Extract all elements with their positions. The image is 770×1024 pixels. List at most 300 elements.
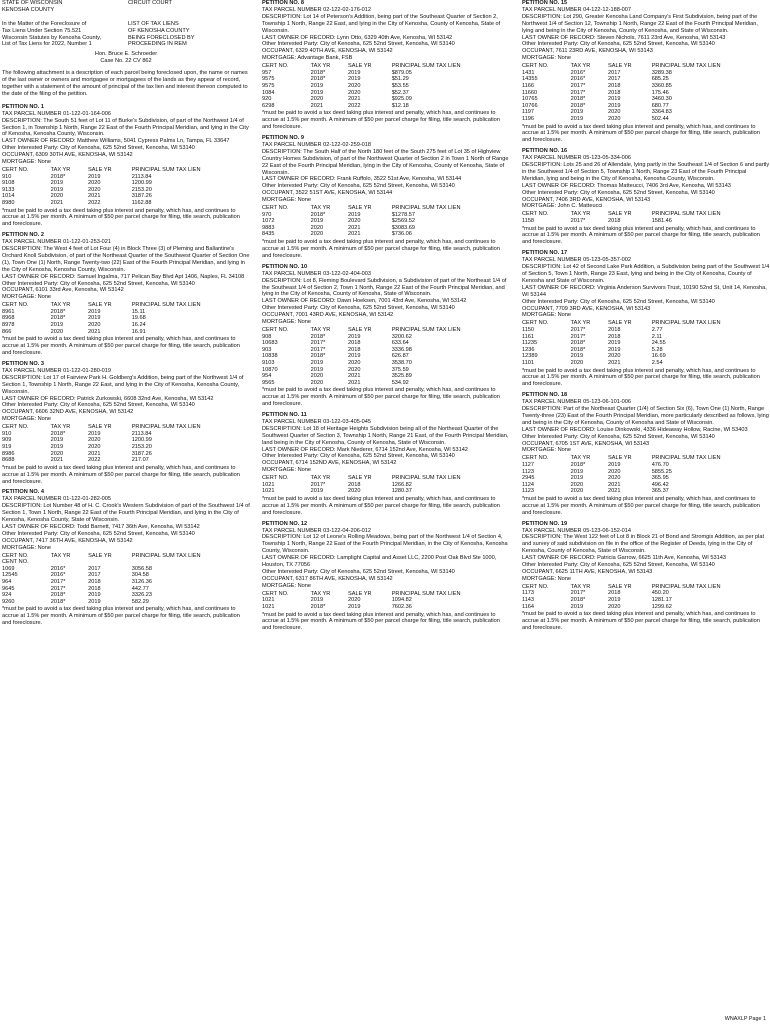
tax-lien-cell: 1021 [262,481,275,488]
tax-lien-header-taxyr: TAX YR [50,166,71,173]
petition-title: PETITION NO. 19 [522,520,568,527]
tax-parcel-number: TAX PARCEL NUMBER 02-122-02-176-012 [262,6,372,13]
tax-lien-table [2,553,250,606]
payment-note: *must be paid to avoid a tax deed taking plus interest and penalty, which has, and continues to accrue at 1.5% per month. A minimum of $50 per parcel charge for filing, title search, publication and foreclosure. [262,110,500,131]
tax-lien-row [262,353,510,360]
occupant: OCCUPANT, 6714 152ND AVE, KENOSHA, WI 53142 [262,460,397,467]
last-owner-of-record: LAST OWNER OF RECORD: Steven Nichols, 7611 23rd Ave, Kenosha, WI 53143 [522,34,726,41]
tax-parcel-number: TAX PARCEL NUMBER 01-122-01-164-006 [2,110,112,117]
tax-lien-cell: 496.42 [651,481,669,488]
tax-lien-cell: 10766 [522,102,538,109]
tax-lien-header-taxyr: TAX YR [570,583,591,590]
tax-lien-cell: 9108 [2,180,15,187]
tax-lien-cell: 2019 [310,597,324,604]
tax-lien-row [262,360,510,367]
tax-lien-cell: 909 [2,437,12,444]
tax-lien-row [2,174,250,181]
other-interested-party: Other Interested Party: City of Kenosha, 625 52nd Street, Kenosha, WI 53140 [262,453,455,460]
tax-lien-header-taxyr: TAX YR [570,211,591,218]
occupant: OCCUPANT, 6705 1ST AVE, KENOSHA, WI 53143 [522,440,650,447]
tax-lien-header-principal: PRINCIPAL SUM TAX LIEN [651,320,721,327]
tax-lien-cell: 1281.17 [651,597,672,603]
tax-lien-row [262,76,510,83]
other-interested-party: Other Interested Party: City of Kenosha, 625 52nd Street, Kenosha, WI 53140 [262,569,455,575]
tax-lien-header-saleyr: SALE YR [348,326,372,333]
tax-lien-header-saleyr: SALE YR [88,552,112,559]
tax-lien-header-cert: CERT NO. [262,475,289,482]
petition-entry [522,250,770,388]
tax-lien-cell: 633.64 [391,340,409,347]
tax-lien-table [522,584,770,610]
tax-lien-row [2,444,250,451]
tax-lien-cell: 1084 [262,89,275,96]
tax-lien-row [2,566,250,573]
tax-lien-cell: 1200.99 [131,180,152,187]
tax-lien-cell: 2021 [50,199,64,206]
tax-lien-cell: 2019 [570,115,584,122]
tax-lien-cell: 2018* [310,603,326,610]
tax-lien-cell: 2018* [570,461,586,468]
tax-lien-row [522,475,770,482]
tax-lien-cell: 1123 [522,468,535,475]
tax-lien-row [2,322,250,329]
other-interested-party: Other Interested Party: City of Kenosha, 625 52nd Street, Kenosha, WI 53140 [2,280,195,287]
tax-parcel-number: TAX PARCEL NUMBER 05-123-06-101-006 [522,399,632,406]
tax-lien-cell: 3187.26 [131,193,152,200]
tax-lien-header-principal: PRINCIPAL SUM TAX LIEN [391,475,461,482]
tax-lien-cell: 2018 [608,217,621,224]
tax-lien-cell: 924 [2,592,12,599]
tax-lien-header-taxyr: TAX YR [310,590,331,597]
tax-lien-cell: 866 [2,328,12,335]
tax-lien-cell: 3289.38 [651,69,672,76]
tax-lien-cell: 2020 [310,373,324,380]
tax-lien-cell: 375.59 [391,366,409,373]
tax-lien-row [2,180,250,187]
tax-lien-cell: 2019 [88,598,101,605]
tax-lien-cell: 1021 [262,597,275,604]
other-interested-party: Other Interested Party: City of Kenosha, 625 52nd Street, Kenosha, WI 53140 [2,530,195,537]
tax-lien-cell: 3336.98 [391,346,412,353]
tax-lien-cell: 9103 [262,359,275,366]
tax-lien-cell: 2021 [50,457,64,464]
tax-lien-cell: 2018* [310,76,326,83]
tax-lien-row [522,96,770,103]
tax-lien-cell: 2021 [88,450,101,457]
tax-lien-row [522,462,770,469]
tax-lien-cell: 2017* [570,89,586,96]
tax-lien-cell: 2016* [570,76,586,83]
column-2 [262,0,510,1012]
tax-lien-header-principal: PRINCIPAL SUM TAX LIEN [391,590,461,597]
tax-lien-cell: 2018* [310,69,326,76]
tax-lien-cell: $53.55 [391,82,409,89]
tax-lien-cell: 2020 [348,597,361,604]
tax-lien-header-cert: CERT NO. [2,552,29,559]
tax-lien-cell: 2021 [310,102,324,109]
tax-lien-cell: 1236 [522,346,535,353]
tax-lien-cell: 2018 [88,585,101,592]
tax-lien-header-cert: CERT NO. [522,583,549,590]
tax-parcel-number: TAX PARCEL NUMBER 01-122-01-282-005 [2,496,112,503]
payment-note: *must be paid to avoid a tax deed taking plus interest and penalty, which has, and continues to accrue at 1.5% per month. A minimum of $50 per parcel charge for filing, title search, publication and foreclosure. [262,387,500,408]
occupant: OCCUPANT, 7001 43RD AVE, KENOSHA, WI 53142 [262,312,394,319]
tax-lien-cell: 2021 [608,359,621,366]
tax-lien-header-taxyr: TAX YR [310,475,331,482]
tax-lien-header-row [522,455,770,462]
mortgage: MORTGAGE: None [522,447,572,454]
tax-lien-cell: 2018* [50,315,66,322]
tax-lien-cell: 2018* [570,346,586,353]
tax-lien-cell: 9260 [2,598,15,605]
tax-lien-cell: 534.92 [391,379,409,386]
tax-lien-cell: 2018 [348,340,361,347]
payment-note: *must be paid to avoid a tax deed taking plus interest and penalty, which has, and continues to accrue at 1.5% per month. A minimum of $50 per parcel charge for filing, title search, publication and foreclosure. [2,336,240,357]
tax-lien-cell: $879.05 [391,69,412,76]
tax-lien-cell: 1143 [522,597,535,603]
tax-lien-cell: 11235 [522,340,538,347]
tax-lien-row [522,218,770,225]
payment-note: *must be paid to avoid a tax deed taking plus interest and penalty, which has, and continues to accrue at 1.5% per month. A minimum of $50 per parcel charge for filing, title search, publication and foreclosure. [522,611,760,631]
tax-lien-header-principal: PRINCIPAL SUM TAX LIEN [651,583,721,590]
tax-lien-cell: 2020 [88,443,101,450]
tax-lien-cell: 2018 [608,82,621,89]
petition-entry [522,148,770,246]
tax-lien-row [2,457,250,464]
tax-lien-cell: 2017 [88,565,101,572]
tax-lien-row [522,353,770,360]
tax-lien-cell: 16.91 [131,328,146,335]
tax-lien-cell: $51.29 [391,76,409,83]
tax-lien-cell: 2020 [570,481,584,488]
petition-entry [2,489,250,627]
tax-lien-cell: 1173 [522,590,535,597]
last-owner-of-record: LAST OWNER OF RECORD: Samuel Ingalma, 717 Pelican Bay Blvd Apt 1406, Naples, FL 34108 [2,273,245,280]
tax-lien-row [2,586,250,593]
tax-lien-cell: 2019 [348,76,361,83]
tax-lien-cell: 8961 [2,308,15,315]
other-interested-party: Other Interested Party: City of Kenosha, 625 52nd Street, Kenosha, WI 53140 [262,41,455,48]
tax-lien-cell: 2021 [348,373,361,380]
tax-lien-row [2,559,250,566]
tax-lien-cell: 685.25 [651,76,669,83]
tax-lien-row [262,340,510,347]
tax-lien-row [2,431,250,438]
payment-note: *must be paid to avoid a tax deed taking plus interest and penalty, which has, and continues to accrue at 1.5% per month. A minimum of $50 per parcel charge for filing, title search, publication and foreclosure. [522,367,760,388]
other-interested-party: Other Interested Party: City of Kenosha, 625 52nd Street, Kenosha, WI 53140 [522,562,715,569]
tax-lien-cell: 2018 [608,333,621,340]
tax-lien-header-taxyr: TAX YR [570,63,591,70]
tax-lien-cell: 9133 [2,186,15,193]
tax-lien-cell: 8980 [2,199,15,206]
tax-lien-cell: 2019 [348,69,361,76]
tax-lien-row [2,309,250,316]
mortgage: MORTGAGE: None [2,416,52,423]
other-interested-party: Other Interested Party: City of Kenosha, 625 52nd Street, Kenosha, WI 53140 [522,41,715,48]
tax-lien-row [2,193,250,200]
tax-lien-cell [51,559,88,566]
tax-lien-header-principal: PRINCIPAL SUM TAX LIEN [131,166,201,173]
last-owner-of-record: LAST OWNER OF RECORD: Mark Niederer, 6714 152nd Ave, Kenosha, WI 53142 [262,446,468,453]
occupant: OCCUPANT, 6101 33rd Ave, Kenosha, WI 53142 [2,287,124,294]
tax-lien-table [522,63,770,122]
petition-title: PETITION NO. 1 [2,103,44,110]
tax-lien-row [2,572,250,579]
tax-lien-cell: $3083.69 [391,224,416,231]
tax-lien-cell: 2018* [570,597,586,603]
tax-lien-table [262,63,510,109]
parcel-description: DESCRIPTION: The South 51 feet of Lot 11 of Burke's Subdivision, of part of the Northwest 1/4 of Section 1, in Township 1 North, Range 22 East of the Fourth Principal Meridian, and lying in the City of Kenosha, Kenosha County, Wisconsin. [2,117,249,138]
tax-lien-cell: 2016* [570,69,586,76]
parcel-description: DESCRIPTION: Lot 42 of Second Lake Park Addition, a Subdivision being part of the Southwest 1/4 of Section 5, Town 1 North, Range 23 East, lying and being in the City of Kenosha, County of Kenosha and State of Wisconsin. [522,264,770,284]
tax-lien-table [2,167,250,207]
tax-lien-cell: 2019 [50,180,64,187]
tax-lien-row [522,347,770,354]
other-interested-party: Other Interested Party: City of Kenosha, 625 52nd Street, Kenosha, WI 53140 [262,305,455,312]
tax-lien-cell: 2022 [348,102,361,109]
tax-lien-cell: 2017* [50,585,66,592]
tax-lien-cell: 2019 [310,488,324,495]
tax-lien-cell: 2021 [608,488,621,495]
tax-lien-header-cert: CERT NO. [2,302,29,309]
tax-lien-header-principal: PRINCIPAL SUM TAX LIEN [391,326,461,333]
tax-lien-header-row [522,320,770,327]
tax-lien-cell: 1101 [522,359,535,366]
mortgage: MORTGAGE: None [2,544,52,551]
tax-lien-cell: 2018* [50,592,66,599]
tax-lien-row [262,373,510,380]
payment-note: *must be paid to avoid a tax deed taking plus interest and penalty, which has, and continues to accrue at 1.5% per month. A minimum of $50 per parcel charge for filing, title search, publication and foreclosure. [2,606,240,627]
tax-lien-header-principal: PRINCIPAL SUM TAX LIEN [131,552,201,559]
petition-title: PETITION NO. 9 [262,135,304,142]
tax-lien-cell: 910 [2,430,12,437]
tax-lien-row [262,218,510,225]
tax-lien-cell: 2020 [608,353,621,360]
tax-parcel-number: TAX PARCEL NUMBER 03-122-03-405-045 [262,418,372,425]
tax-lien-header-taxyr: TAX YR [570,320,591,327]
tax-lien-cell: 3326.23 [131,592,153,599]
tax-lien-cell: 2020 [50,193,64,200]
tax-lien-cell: 2019 [50,186,64,193]
petition-entry [2,104,250,228]
tax-lien-header-cert: CERT NO. [522,211,549,218]
tax-lien-header-cert: CERT NO. [522,455,549,462]
last-owner-of-record: LAST OWNER OF RECORD: Virginia Anderson Survivors Trust, 10190 52nd St, Unit 14, Kenosha, WI 53144 [522,284,767,298]
tax-lien-cell: 2021 [608,481,621,488]
tax-lien-cell: 2019 [608,346,621,353]
tax-lien-cell: 2019 [310,366,324,373]
tax-lien-cell: 1072 [262,218,275,225]
tax-lien-cell: 175.46 [651,89,669,96]
tax-lien-cell: 2019 [88,315,101,322]
tax-lien-header-cert: CERT NO. [262,590,289,597]
last-owner-of-record: LAST OWNER OF RECORD: Frank Ruffolo, 3522 51st Ave, Kenosha, WI 53144 [262,176,462,183]
tax-lien-cell: 304.58 [131,572,149,579]
judge-and-case-number: Hon. Bruce E. Schroeder Case No. 22 CV 862 [94,51,158,65]
petition-list-3 [522,0,770,632]
tax-lien-cell: 2020 [50,450,64,457]
tax-lien-row [522,90,770,97]
tax-lien-table [522,455,770,495]
tax-lien-cell: 1581.46 [651,217,672,224]
payment-note: *must be paid to avoid a tax deed taking plus interest and penalty, which has, and continues to accrue at 1.5% per month. A minimum of $50 per parcel charge for filing, title search, publication and foreclosure. [522,225,760,246]
tax-lien-cell: 2020 [88,180,101,187]
tax-lien-cell: 2020 [608,475,621,482]
tax-lien-row [2,437,250,444]
tax-lien-header-row [262,591,510,598]
parcel-description: DESCRIPTION: Lots 25 and 26 of Allendale, lying partly in the Southeast 1/4 of Section 6 and partly in the Southwest 1/4 of Section 5, Township 1 North, Range 23 East of the Fourth Principal Meridian, lying and being in the City of Kenosha, Kenosha County, Wisconsin. [522,162,770,182]
other-interested-party: Other Interested Party: City of Kenosha, 625 52nd Street, Kenosha, WI 53140 [2,402,195,409]
tax-lien-cell: 2018 [88,578,101,585]
tax-lien-cell: 903 [262,346,272,353]
tax-lien-cell: 2018* [50,308,66,315]
tax-lien-cell: 2017* [570,590,586,597]
tax-lien-header-principal: PRINCIPAL SUM TAX LIEN [651,63,721,70]
tax-lien-cell: $1278.57 [391,211,416,218]
tax-lien-cell: 2019 [310,359,324,366]
tax-lien-row [262,90,510,97]
tax-lien-cell: 2019 [570,603,584,610]
parcel-description: DESCRIPTION: Lot 12 of Leone's Rolling Meadows, being part of the Northwest 1/4 of Section 4, Township 1 North, Range 22 East of the Fourth Principal Meridian, in the City of Kenosha, Kenosha County, Wisconsin. [262,534,508,555]
tax-lien-cell: 16.69 [651,353,666,360]
tax-lien-cell: 3364.83 [651,109,672,116]
tax-lien-table [522,211,770,224]
tax-lien-cell: 1164 [522,603,535,610]
mortgage: MORTGAGE: None [522,575,572,582]
tax-lien-cell: $2569.52 [391,218,416,225]
petition-entry [2,361,250,485]
tax-lien-cell: 2022 [88,199,101,206]
tax-lien-cell: 2020 [348,89,361,96]
tax-lien-header-saleyr: SALE YR [88,302,112,309]
tax-lien-cell: 2017* [570,333,586,340]
tax-lien-row [2,579,250,586]
tax-lien-header-row [262,63,510,70]
tax-lien-cell: 2017 [608,69,621,76]
tax-lien-cell: 2020 [608,603,621,610]
tax-lien-cell: 2019 [608,102,621,109]
tax-lien-header-taxyr: TAX YR [50,302,71,309]
tax-lien-cell: 908 [262,333,272,340]
tax-lien-header-saleyr: SALE YR [608,583,632,590]
tax-lien-cell: 626.87 [391,353,409,360]
tax-lien-cell: 217.07 [131,457,149,464]
tax-lien-row [262,225,510,232]
tax-lien-row [522,604,770,611]
occupant: OCCUPANT, 7709 3RD AVE, KENOSHA, WI 53143 [522,305,651,312]
tax-lien-table [262,475,510,495]
last-owner-of-record: LAST OWNER OF RECORD: Lynn Otto, 6329 40th Ave, Kenosha, WI 53142 [262,34,453,41]
tax-lien-row [262,70,510,77]
tax-lien-cell: 2019 [310,89,324,96]
tax-lien-table [262,327,510,386]
tax-lien-row [522,116,770,123]
mortgage: MORTGAGE: Advantage Bank, FSB [262,55,353,62]
tax-lien-cell: $52.37 [391,89,409,96]
tax-lien-cell: 2017* [570,217,586,224]
tax-lien-cell: 8688 [2,457,15,464]
tax-lien-cell: 970 [262,211,272,218]
tax-lien-cell: 1200.99 [131,437,152,444]
tax-lien-row [262,482,510,489]
tax-lien-row [2,592,250,599]
tax-lien-cell: 10683 [262,340,278,347]
tax-lien-cell: 919 [2,443,12,450]
tax-lien-cell: 502.44 [651,115,669,122]
tax-lien-row [2,329,250,336]
petition-list-1 [2,104,250,627]
intro-paragraph: The following attachment is a description of each parcel being foreclosed upon, the name or names of the last owner or owners and mortgagee or mortgagees of the lands as they appear of record, together with a statement of the amount of principal of the tax lien and interest thereon computed to the date of the filing of the petition. [2,70,248,97]
tax-lien-row [2,200,250,207]
tax-lien-header-saleyr: SALE YR [88,166,112,173]
tax-lien-cell: 2020 [608,115,621,122]
tax-lien-cell: 2019 [88,430,101,437]
tax-lien-cell: 1021 [262,603,275,610]
tax-lien-cell: 16.24 [131,322,146,329]
tax-lien-cell: 2016* [50,565,66,572]
tax-lien-cell: 2022 [88,457,101,464]
tax-lien-cell: 9645 [2,585,15,592]
tax-lien-cell [88,559,132,566]
tax-lien-cell: 1197 [522,109,535,116]
tax-lien-row [522,327,770,334]
tax-lien-cell: 2019 [310,218,324,225]
tax-lien-row [262,212,510,219]
tax-lien-header-saleyr: SALE YR [608,63,632,70]
tax-lien-row [2,451,250,458]
tax-lien-cell: 10838 [262,353,278,360]
tax-lien-cell: 2018* [570,340,586,347]
tax-lien-cell [132,559,250,566]
tax-lien-cell: 1166 [522,82,535,89]
tax-lien-cell: 9883 [262,224,275,231]
tax-lien-row [522,340,770,347]
mortgage: MORTGAGE: None [522,312,572,319]
petition-title: PETITION NO. 18 [522,392,568,399]
tax-lien-header-taxyr: TAX YR [570,455,591,462]
mortgage: MORTGAGE: None [262,582,312,589]
occupant: OCCUPANT, 6625 11TH AVE, KENOSHA, WI 53143 [522,569,653,575]
tax-lien-cell: 2019 [88,173,101,180]
parcel-description: DESCRIPTION: The West 122 feet of Lot 8 in Block 21 of Bond and Stromgis Addition, as per plat and survey of said subdivision on file in the office of the Register of Deeds, lying in the City of Kenosha, County of Kenosha, State of Wisconsin. [522,534,765,555]
other-interested-party: Other Interested Party: City of Kenosha, 625 52nd Street, Kenosha, WI 53140 [262,183,455,190]
other-interested-party: Other Interested Party: City of Kenosha, 625 52nd Street, Kenosha, WI 53140 [2,145,195,152]
last-owner-of-record: LAST OWNER OF RECORD: Lamplight Capital and Asset LLC, 2200 Post Oak Blvd Ste 1000, Houston, TX 77056 [262,555,497,569]
tax-lien-cell: 1150 [522,326,535,333]
last-owner-of-record: LAST OWNER OF RECORD: Louise Dinkowski, 4336 Hideaway Hollow, Racine, WI 53403 [522,426,748,433]
tax-lien-cell: 1158 [522,217,535,224]
tax-lien-header-row [2,167,250,174]
tax-lien-cell: 2153.20 [131,186,152,193]
occupant: OCCUPANT, 7406 3RD AVE, KENOSHA, WI 53143 [522,196,651,203]
tax-lien-cell: $12.18 [391,102,409,109]
tax-lien-cell: 964 [2,578,12,585]
last-owner-of-record: LAST OWNER OF RECORD: Thomas Matteucci, 7406 3rd Ave, Kenosha, WI 53143 [522,182,731,189]
tax-lien-cell: 1299.62 [651,603,672,610]
caption-right: CIRCUIT COURT LIST OF TAX LIENS OF KENOSHA COUNTY BEING FORECLOSED BY PROCEEDING IN REM [128,0,195,48]
mortgage: MORTGAGE: John C. Matteucci [522,203,603,210]
tax-lien-cell: 2021 [348,224,361,231]
tax-parcel-number: TAX PARCEL NUMBER 02-122-02-259-018 [262,141,372,148]
tax-lien-cell: 2945 [522,475,535,482]
tax-lien-row [522,482,770,489]
tax-lien-cell: 2020 [310,96,324,103]
tax-lien-cell: 2019 [570,468,584,475]
tax-lien-header-saleyr: SALE YR [348,63,372,70]
tax-lien-cell: 2020 [570,488,584,495]
tax-lien-cell: 1094.82 [391,597,412,604]
tax-lien-cell: 2.77 [651,326,663,333]
